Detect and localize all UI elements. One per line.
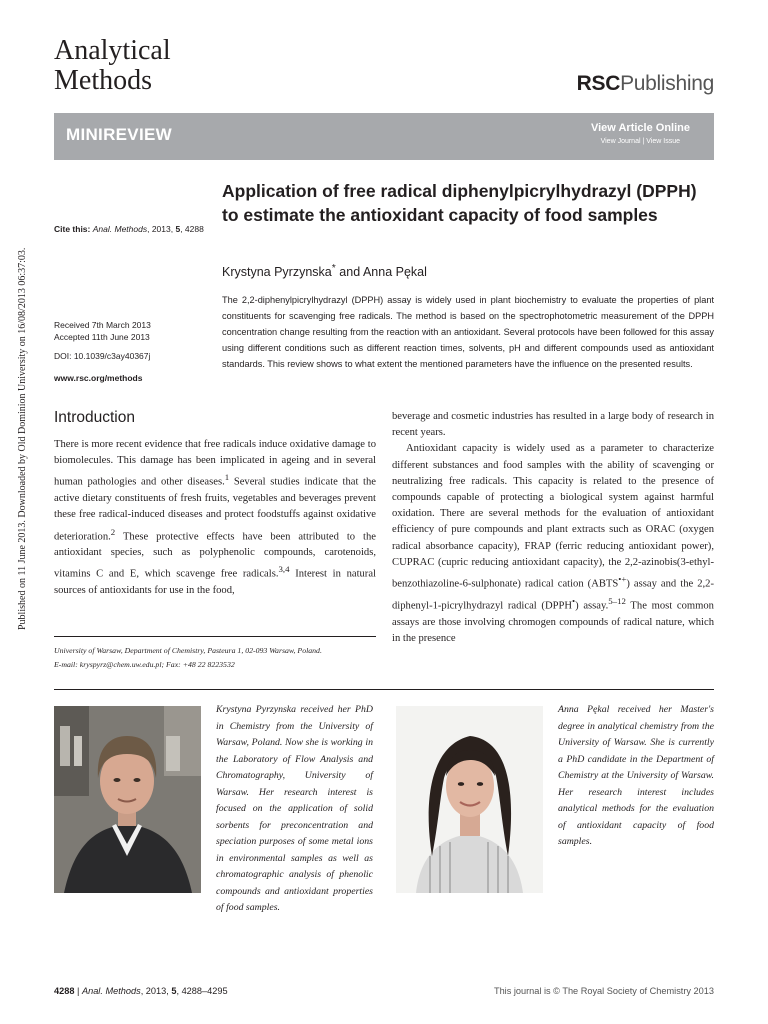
cite-journal: Anal. Methods (92, 224, 148, 234)
footer-citation (54, 986, 228, 996)
view-journal-link[interactable]: View Journal (600, 138, 641, 145)
view-issue-link[interactable]: View Issue (646, 138, 680, 145)
ref-1[interactable]: 1 (224, 472, 230, 483)
publisher-logo-bold: RSC (576, 72, 621, 95)
footer-page-number: 4288 (54, 986, 75, 996)
abts-superscript: •+ (618, 574, 627, 585)
dpph-superscript: • (572, 595, 576, 606)
footer-year: , 2013, (140, 986, 172, 996)
publisher-logo (577, 72, 714, 96)
download-side-note-text: Published on 11 June 2013. Downloaded by Old Dominion University on 16/08/2013 06:37:03. (17, 247, 28, 630)
cite-volume: 5 (175, 224, 181, 234)
intro-text-1: There is more recent evidence that free radicals induce oxidative damage to biomolecules. This damage has been implicated in ageing and in several human pathologies and other diseases. (54, 439, 376, 488)
intro-text-6: ) assay and the 2,2-diphenyl-1-picrylhydrazyl radical (DPPH (392, 578, 714, 612)
footer-pages: , 4288–4295 (176, 986, 228, 996)
affiliation-contact: E-mail: kryspyrz@chem.uw.edu.pl; Fax: +48 22 8223532 (54, 660, 235, 669)
intro-text-2: Several studies indicate that the active dietary constituents of fresh fruits, vegetables and beverages prevent these free radical-induced diseases and protect foodstuffs against oxidative deterioration. (54, 476, 376, 543)
view-links-separator: | (642, 138, 645, 145)
received-date: Received 7th March 2013 (54, 320, 151, 330)
cite-year: , 2013, (147, 224, 176, 234)
journal-title (54, 36, 171, 96)
body-column-left (54, 437, 376, 599)
author-2: Anna Pękal (362, 265, 427, 280)
intro-text-8: The most common assays are those involving chromogen compounds of radical nature, which in the presence (392, 600, 714, 644)
publisher-logo-rest: Publishing (620, 72, 714, 95)
intro-text-3: These protective effects have been attributed to the antioxidant species, such as polyphenolic compounds, carotenoids, vitamins C and E, which scavenge free radicals. (54, 531, 376, 581)
footer-separator: | (74, 986, 82, 996)
authors (222, 263, 427, 279)
affiliation-address: University of Warsaw, Department of Chemistry, Pasteura 1, 02-093 Warsaw, Poland. (54, 646, 322, 655)
abstract: The 2,2-diphenylpicrylhydrazyl (DPPH) assay is widely used in plant biochemistry to evaluate the properties of plant constituents for scavenging free radicals. The method is based on the spectrophotometric measurement of the DPPH concentration change resulting from the reaction with an antioxidant. Several protocols have been followed for this assay using different conditions such as different reaction times, solvents, pH and different compounds used as antioxidant standards. This review shows to what extent the mentioned parameters have the influence on the presented results. (222, 295, 714, 369)
ref-3-4[interactable]: 3,4 (278, 564, 290, 575)
journal-title-line1: Analytical (54, 35, 171, 66)
intro-text-7: ) assay. (575, 600, 609, 612)
cite-label: Cite this: (54, 224, 91, 234)
affiliation (54, 644, 384, 672)
article-title: Application of free radical diphenylpicrylhydrazyl (DPPH) to estimate the antioxidant capacity of food samples (222, 181, 697, 225)
article-type-label: MINIREVIEW (66, 125, 172, 144)
dates (54, 319, 151, 343)
affiliation-divider (54, 636, 376, 637)
intro-paragraph-2 (392, 441, 714, 647)
intro-paragraph-1-cont: beverage and cosmetic industries has resulted in a large body of research in recent years. (392, 411, 714, 439)
intro-text-5: Antioxidant capacity is widely used as a parameter to characterize different substances and food samples with the ability of scavenging or neutralizing free radicals. This capacity is related to the presence of compounds capable of protecting a biological system against harmful oxidation. There are several methods for the evaluation of antioxidant efficiency of pure compounds and plant extracts such as ORAC (oxygen radical absorbance capacity), FRAP (ferric reducing antioxidant power), CUPRAC (cupric reducing antioxidant capacity), the 2,2-azinobis(3-ethyl-benzothiazoline-6-sulphonate) radical cation (ABTS (392, 443, 714, 590)
author-1-photo-illustration (54, 706, 201, 893)
bio-divider (54, 689, 714, 690)
footer-volume: 5 (171, 986, 177, 996)
journal-website-link[interactable]: www.rsc.org/methods (54, 373, 143, 383)
corresponding-author-mark: * (331, 263, 336, 274)
view-article-online-link[interactable]: View Article Online (590, 122, 690, 134)
author-1: Krystyna Pyrzynska (222, 265, 332, 280)
ref-5-12[interactable]: 5–12 (608, 595, 626, 606)
doi[interactable]: DOI: 10.1039/c3ay40367j (54, 351, 151, 361)
journal-title-line2: Methods (54, 65, 152, 96)
author-2-bio: Anna Pękal received her Master's degree in analytical chemistry from the University of Warsaw. She is currently a PhD candidate in the Department of Chemistry at the University of Warsaw. Her research interest includes analytical methods for the evaluation of antioxidant capacity of food samples. (558, 704, 714, 847)
author-join: and (335, 265, 363, 280)
cite-this (54, 224, 204, 234)
body-column-right (392, 409, 714, 647)
footer-copyright: This journal is © The Royal Society of Chemistry 2013 (493, 986, 714, 996)
footer-journal: Anal. Methods (81, 986, 141, 996)
view-links (601, 138, 680, 145)
download-side-note (3, 210, 28, 630)
introduction-heading: Introduction (54, 409, 135, 426)
author-2-photo-illustration (396, 706, 543, 893)
article-type-banner (54, 113, 714, 160)
author-1-photo (54, 706, 201, 893)
author-1-bio: Krystyna Pyrzynska received her PhD in Chemistry from the University of Warsaw, Poland. Now she is working in the Laboratory of Flow Analysis and Chromatography, University of Warsaw. Her research interest is focused on the application of solid sorbents for preconcentration and speciation purposes of some metal ions in environmental samples as well as chromatographic analysis of phenolic compounds and antioxidant properties of food samples. (216, 704, 373, 913)
accepted-date: Accepted 11th June 2013 (54, 332, 150, 342)
author-2-photo (396, 706, 543, 893)
ref-2[interactable]: 2 (110, 526, 116, 537)
intro-text-4: Interest in natural sources of antioxidants for use in the food, (54, 569, 376, 597)
cite-page: , 4288 (180, 224, 204, 234)
intro-paragraph-1 (54, 437, 376, 599)
